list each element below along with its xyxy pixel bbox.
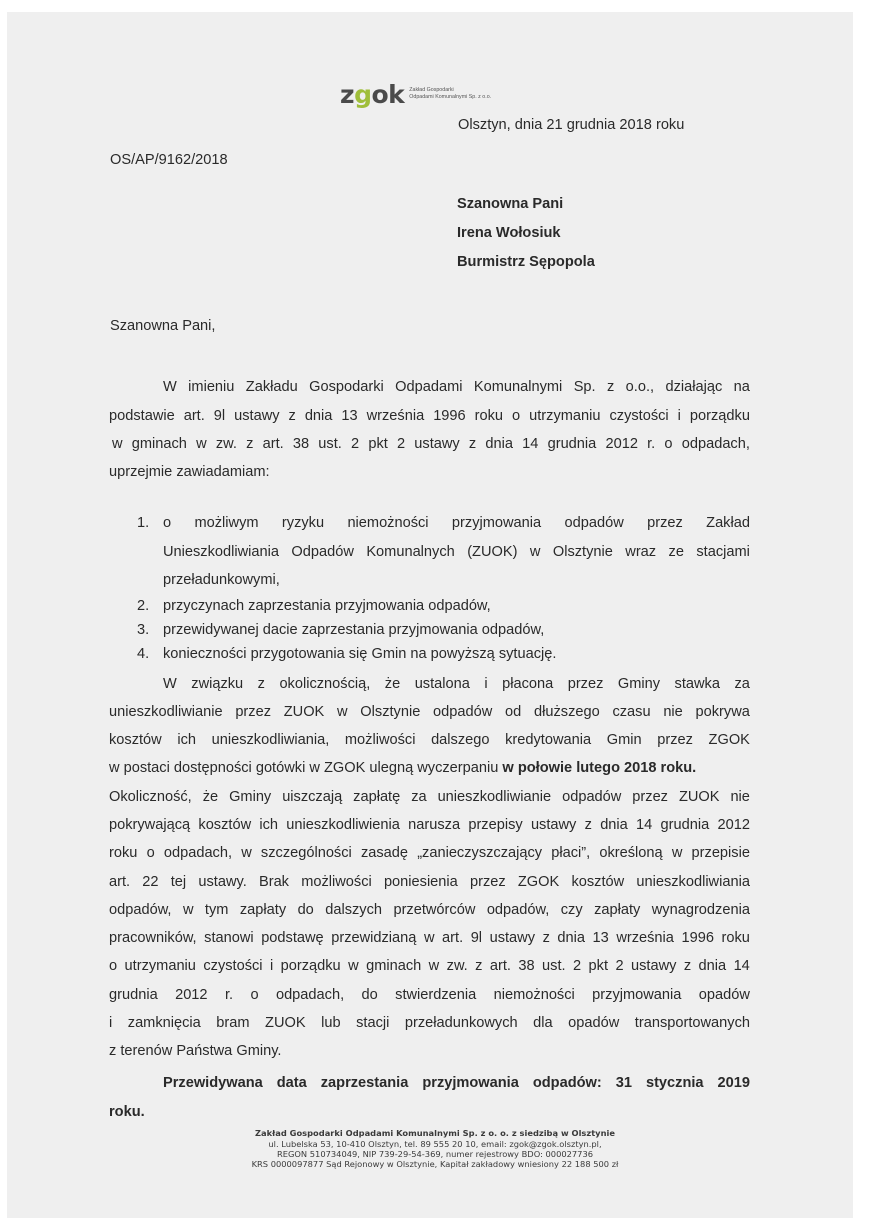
word: w: [182, 902, 194, 918]
word: W: [163, 379, 177, 395]
word: dnia: [557, 930, 585, 946]
body-line: [109, 1015, 750, 1031]
word: Okoliczność,: [109, 789, 192, 805]
word: odpadów:: [532, 1075, 602, 1091]
word: Unieszkodliwiania: [163, 544, 279, 560]
list-item-line: przewidywanej dacie zaprzestania przyjmowania odpadów,: [163, 622, 545, 638]
word: przetwórców: [393, 902, 476, 918]
word: pkt: [588, 958, 609, 974]
word: przez: [632, 789, 668, 805]
word: w: [241, 845, 252, 861]
logo-company-name: [409, 87, 491, 100]
word: zapłaty: [239, 902, 287, 918]
word: o: [163, 515, 172, 531]
word: dnia: [304, 408, 333, 424]
word: ZUOK: [678, 789, 720, 805]
word: czasu: [612, 704, 651, 720]
word: r.: [224, 987, 234, 1003]
word: narusza: [408, 817, 461, 833]
word: dnia: [698, 958, 727, 974]
word: bram: [216, 1015, 250, 1031]
word: przyjmowania: [592, 987, 682, 1003]
body-line: [109, 732, 750, 748]
word: 2012: [605, 436, 638, 452]
word: unieszkodliwianie: [109, 704, 223, 720]
word: transportowanych: [634, 1015, 750, 1031]
word: ustawy: [234, 408, 280, 424]
word: 2019: [717, 1075, 750, 1091]
word: i: [484, 676, 488, 692]
list-item-line: [163, 544, 750, 560]
body-line: [109, 958, 750, 974]
word: 2012: [717, 817, 750, 833]
word: stycznia: [645, 1075, 704, 1091]
word: odpadów,: [486, 902, 550, 918]
word: czy: [560, 902, 583, 918]
word: możliwym: [194, 515, 259, 531]
word: ze: [668, 544, 684, 560]
word: ustalona: [414, 676, 470, 692]
word: ustawy: [414, 436, 460, 452]
word: 14: [522, 436, 539, 452]
word: z: [584, 817, 592, 833]
word: roku: [109, 845, 138, 861]
word: gminach: [366, 958, 422, 974]
word: Zakładu: [245, 379, 298, 395]
word: dalszych: [325, 902, 383, 918]
word: Komunalnymi: [473, 379, 563, 395]
closing-statement: [163, 1075, 750, 1091]
word: w: [529, 544, 541, 560]
word: przyjmowania: [422, 1075, 519, 1091]
word: ustawy: [530, 817, 577, 833]
word: przepisie: [691, 845, 750, 861]
word: przeładunkowych: [404, 1015, 518, 1031]
word: zamknięcia: [127, 1015, 201, 1031]
word: podstawę: [261, 930, 324, 946]
word: Przewidywana: [163, 1075, 263, 1091]
word: „zanieczyszczający: [417, 845, 543, 861]
word: zasadę: [360, 845, 409, 861]
recipient-title: Burmistrz Sępopola: [457, 254, 595, 270]
logo-mark: [340, 79, 405, 109]
word: tej: [170, 874, 187, 890]
word: opadów: [568, 1015, 620, 1031]
word: szczególności: [260, 845, 352, 861]
word: (ZUOK): [467, 544, 518, 560]
word: w: [671, 845, 683, 861]
word: odpadach,: [275, 987, 345, 1003]
body-line: [163, 676, 750, 692]
word: lub: [321, 1015, 341, 1031]
word: w: [337, 704, 348, 720]
word: art.: [262, 436, 284, 452]
word: ust.: [318, 436, 342, 452]
word: unieszkodliwiania: [636, 874, 750, 890]
word: stacjami: [696, 544, 750, 560]
word: 14: [733, 958, 750, 974]
word: przez: [235, 704, 271, 720]
word: Gminy: [617, 676, 661, 692]
word: przez: [657, 732, 693, 748]
body-line: [109, 704, 750, 720]
word: pokrywa: [695, 704, 750, 720]
word: określoną: [599, 845, 663, 861]
word: ich: [259, 817, 279, 833]
word: tym: [204, 902, 229, 918]
word: poniesienia: [383, 874, 458, 890]
word: i: [677, 408, 681, 424]
word: odpadach,: [163, 845, 233, 861]
list-number: 3.: [137, 622, 150, 638]
word: Gmin: [606, 732, 642, 748]
word: ryzyku: [281, 515, 325, 531]
word: 31: [615, 1075, 632, 1091]
word: porządku: [280, 958, 341, 974]
word: data: [276, 1075, 307, 1091]
greeting: Szanowna Pani,: [110, 318, 216, 334]
word: od: [505, 704, 522, 720]
word: kosztów: [571, 874, 625, 890]
logo-letter-z: z: [340, 79, 355, 109]
word: 9l: [213, 408, 226, 424]
word: związku: [191, 676, 244, 692]
word: unieszkodliwianie: [437, 789, 552, 805]
word: Gminy: [229, 789, 272, 805]
word: gminach: [131, 436, 187, 452]
body-line-with-bold: [109, 760, 696, 776]
body-line: [109, 845, 750, 861]
word: 13: [592, 930, 609, 946]
word: 9l: [470, 930, 483, 946]
word: do: [297, 902, 314, 918]
body-line: [109, 874, 750, 890]
word: niemożności: [347, 515, 429, 531]
word: odpadów,: [109, 902, 172, 918]
word: utrzymaniu: [529, 408, 601, 424]
body-line: [109, 817, 750, 833]
word: 22: [142, 874, 159, 890]
word: odpadach,: [681, 436, 750, 452]
word: wraz: [625, 544, 657, 560]
word: ust.: [542, 958, 566, 974]
closing-statement-end: roku.: [109, 1104, 145, 1120]
word: art.: [442, 930, 464, 946]
body-line: z terenów Państwa Gminy.: [109, 1043, 282, 1059]
word: pokrywającą: [109, 817, 191, 833]
body-line: [109, 987, 750, 1003]
word: dnia: [485, 436, 513, 452]
word: o: [109, 958, 118, 974]
word: płacona: [502, 676, 554, 692]
recipient-name: Irena Wołosiuk: [457, 225, 561, 241]
word: 38: [518, 958, 535, 974]
reference-number: OS/AP/9162/2018: [110, 152, 228, 168]
word: w: [348, 958, 359, 974]
logo-sub-line1: Zakład Gospodarki: [409, 87, 454, 94]
word: ustawy.: [198, 874, 247, 890]
word: w: [112, 436, 123, 452]
word: unieszkodliwienia: [286, 817, 400, 833]
word: odpadów: [562, 789, 622, 805]
place-date: Olsztyn, dnia 21 grudnia 2018 roku: [458, 117, 685, 133]
word: art.: [489, 958, 511, 974]
list-item-line: przeładunkowymi,: [163, 572, 280, 588]
word: 2: [573, 958, 582, 974]
word: 2: [351, 436, 360, 452]
word: działając: [665, 379, 723, 395]
word: za: [411, 789, 427, 805]
word: stwierdzenia: [395, 987, 477, 1003]
word: płaci”,: [551, 845, 591, 861]
word: okolicznością,: [279, 676, 371, 692]
word: nie: [730, 789, 750, 805]
intro-line: [163, 379, 750, 395]
word: Komunalnych: [366, 544, 455, 560]
word: Zakład: [706, 515, 750, 531]
list-item-line: [163, 515, 750, 531]
intro-line: [112, 436, 750, 452]
word: ZUOK: [283, 704, 325, 720]
word: przez: [647, 515, 683, 531]
word: z: [683, 958, 692, 974]
word: Odpadami: [395, 379, 463, 395]
word: zw.: [446, 958, 468, 974]
word: Odpadów: [291, 544, 354, 560]
word: 2: [615, 958, 624, 974]
word: zapłaty: [594, 902, 641, 918]
word: odpadów: [564, 515, 624, 531]
word: 2: [396, 436, 406, 452]
word: Olsztynie: [552, 544, 613, 560]
word: ZUOK: [265, 1015, 306, 1031]
footer-krs: KRS 0000097877 Sąd Rejonowy w Olsztynie, Kapitał zakładowy wniesiony 22 188 500 zł: [251, 1159, 619, 1169]
word: zapłatę: [353, 789, 401, 805]
logo-sub-line2: Odpadami Komunalnymi Sp. z o.o.: [409, 94, 492, 100]
word: z: [542, 930, 550, 946]
word: stanowi: [204, 930, 254, 946]
word: ustawy: [489, 930, 536, 946]
word: opadów: [698, 987, 750, 1003]
word: 1996: [681, 930, 714, 946]
intro-line: [109, 408, 750, 424]
word: dla: [533, 1015, 553, 1031]
word: o.o.,: [625, 379, 655, 395]
word: 14: [636, 817, 653, 833]
word: grudnia: [109, 987, 158, 1003]
word: z: [475, 958, 483, 974]
letter-page: [7, 12, 853, 1218]
word: odpadów: [433, 704, 493, 720]
zgok-logo: [340, 80, 491, 108]
word: przez: [567, 676, 604, 692]
logo-letter-g: g: [354, 79, 372, 109]
word: o: [250, 987, 259, 1003]
word: możliwości: [344, 732, 416, 748]
word: wynagrodzenia: [651, 902, 750, 918]
word: podstawie: [109, 408, 175, 424]
word: stawka: [674, 676, 720, 692]
word: z: [288, 408, 296, 424]
word: ZGOK: [708, 732, 750, 748]
word: niemożności: [493, 987, 575, 1003]
logo-letters-ok: ok: [371, 79, 405, 109]
word: pracowników,: [109, 930, 197, 946]
word: Gospodarki: [309, 379, 384, 395]
word: przyjmowania: [451, 515, 542, 531]
word: zw.: [215, 436, 237, 452]
word: W: [163, 676, 177, 692]
body-line-text: w postaci dostępności gotówki w ZGOK ulegną wyczerpaniu: [109, 760, 499, 776]
word: stacji: [356, 1015, 390, 1031]
word: uiszczają: [282, 789, 343, 805]
word: przewidzianą: [331, 930, 417, 946]
word: przez: [469, 874, 506, 890]
recipient-salutation: Szanowna Pani: [457, 196, 564, 212]
body-bold-date: w połowie lutego 2018 roku.: [502, 760, 697, 776]
word: pkt: [368, 436, 388, 452]
list-number: 1.: [137, 515, 150, 531]
intro-line: uprzejmie zawiadamiam:: [109, 464, 270, 480]
word: kosztów: [109, 732, 162, 748]
word: Olsztynie: [360, 704, 421, 720]
word: 13: [341, 408, 358, 424]
word: z: [257, 676, 265, 692]
word: w: [196, 436, 207, 452]
word: z: [246, 436, 254, 452]
word: w: [423, 930, 435, 946]
word: czystości: [203, 958, 263, 974]
word: dalszego: [431, 732, 490, 748]
word: o: [664, 436, 673, 452]
word: 38: [292, 436, 310, 452]
word: ustawy: [630, 958, 677, 974]
body-line: [109, 930, 750, 946]
word: o: [512, 408, 521, 424]
word: czystości: [609, 408, 669, 424]
word: 1996: [433, 408, 466, 424]
word: dłuższego: [534, 704, 600, 720]
word: z: [606, 379, 615, 395]
word: art.: [183, 408, 205, 424]
footer-address: ul. Lubelska 53, 10-410 Olsztyn, tel. 89 555 20 10, email: zgok@zgok.olsztyn.pl,: [268, 1139, 602, 1149]
word: że: [384, 676, 401, 692]
word: września: [616, 930, 674, 946]
word: utrzymaniu: [124, 958, 196, 974]
word: art.: [109, 874, 131, 890]
word: kosztów: [198, 817, 252, 833]
word: imieniu: [188, 379, 235, 395]
word: unieszkodliwiania,: [211, 732, 330, 748]
word: września: [366, 408, 425, 424]
word: nie: [663, 704, 683, 720]
list-item-line: przyczynach zaprzestania przyjmowania odpadów,: [163, 598, 491, 614]
word: o: [146, 845, 155, 861]
word: w: [428, 958, 440, 974]
word: dnia: [600, 817, 628, 833]
list-item-line: konieczności przygotowania się Gmin na powyższą sytuację.: [163, 646, 557, 662]
word: grudnia: [547, 436, 597, 452]
word: Sp.: [573, 379, 596, 395]
word: ZGOK: [517, 874, 560, 890]
list-number: 4.: [137, 646, 150, 662]
word: przepisy: [468, 817, 523, 833]
body-line: [109, 902, 750, 918]
word: do: [361, 987, 378, 1003]
word: i: [269, 958, 274, 974]
word: porządku: [689, 408, 750, 424]
word: zaprzestania: [320, 1075, 409, 1091]
word: możliwości: [301, 874, 372, 890]
footer-company: Zakład Gospodarki Odpadami Komunalnymi Sp. z o. o. z siedzibą w Olsztynie: [255, 1128, 615, 1138]
word: Brak: [258, 874, 289, 890]
word: że: [202, 789, 219, 805]
body-line: [109, 789, 750, 805]
word: za: [734, 676, 750, 692]
word: grudnia: [660, 817, 710, 833]
list-number: 2.: [137, 598, 150, 614]
word: z: [468, 436, 477, 452]
word: roku: [721, 930, 750, 946]
word: ich: [177, 732, 196, 748]
word: kredytowania: [505, 732, 592, 748]
word: r.: [647, 436, 656, 452]
word: 2012: [175, 987, 208, 1003]
footer-registry: REGON 510734049, NIP 739-29-54-369, numer rejestrowy BDO: 000027736: [276, 1149, 594, 1159]
word: roku: [474, 408, 504, 424]
word: na: [733, 379, 750, 395]
word: i: [109, 1015, 113, 1031]
